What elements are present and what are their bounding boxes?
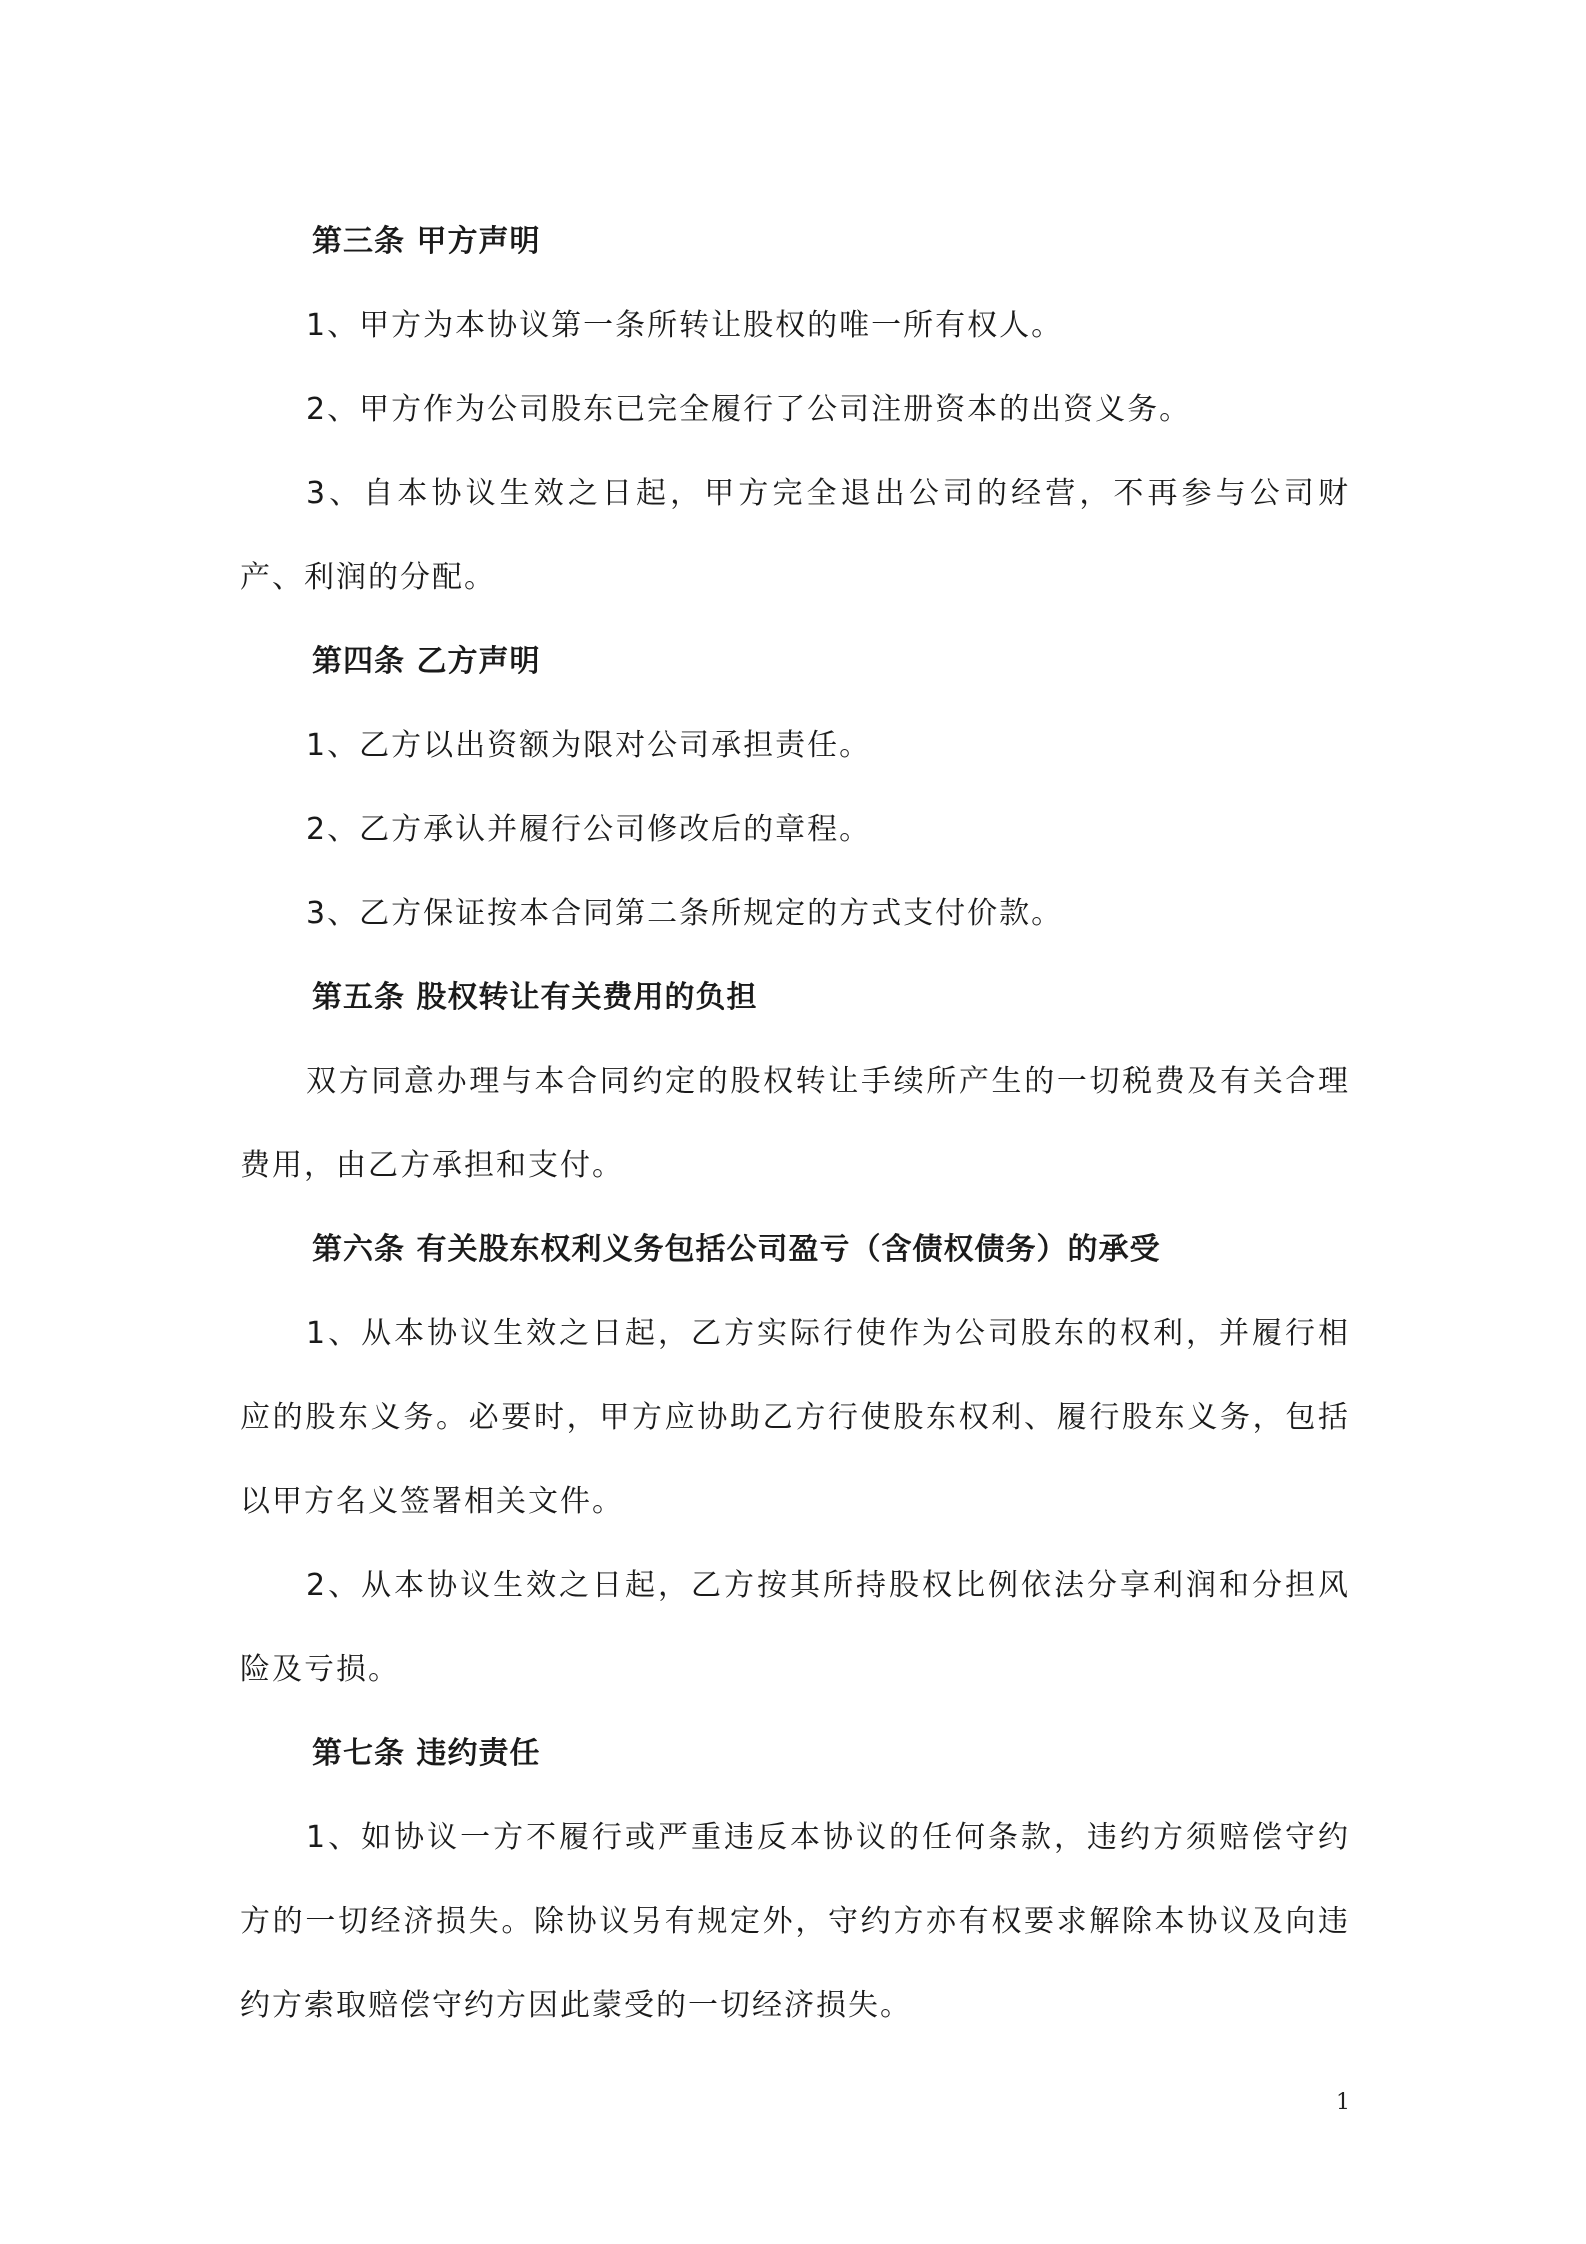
section-5-paragraph: 双方同意办理与本合同约定的股权转让手续所产生的一切税费及有关合理费用，由乙方承担和支付。 xyxy=(240,1064,1350,1183)
section-4-item-1: 1、乙方以出资额为限对公司承担责任。 xyxy=(306,728,872,763)
section-3-item-2: 2、甲方作为公司股东已完全履行了公司注册资本的出资义务。 xyxy=(306,392,1192,427)
section-4-item-2: 2、乙方承认并履行公司修改后的章程。 xyxy=(306,812,872,847)
section-heading-7: 第七条 违约责任 xyxy=(312,1736,541,1771)
section-7-item-1: 1、如协议一方不履行或严重违反本协议的任何条款，违约方须赔偿守约方的一切经济损失。除协议另有规定外，守约方亦有权要求解除本协议及向违约方索取赔偿守约方因此蒙受的一切经济损失。 xyxy=(240,1820,1350,2023)
section-heading-3: 第三条 甲方声明 xyxy=(312,224,541,259)
section-6-item-2: 2、从本协议生效之日起，乙方按其所持股权比例依法分享利润和分担风险及亏损。 xyxy=(240,1568,1350,1687)
page-number: 1 xyxy=(1336,2090,1350,2115)
section-6-item-1: 1、从本协议生效之日起，乙方实际行使作为公司股东的权利，并履行相应的股东义务。必要时，甲方应协助乙方行使股东权利、履行股东义务，包括以甲方名义签署相关文件。 xyxy=(240,1316,1350,1519)
section-3-item-1: 1、甲方为本协议第一条所转让股权的唯一所有权人。 xyxy=(306,308,1064,343)
section-3-item-3: 3、自本协议生效之日起，甲方完全退出公司的经营，不再参与公司财产、利润的分配。 xyxy=(240,476,1350,595)
section-heading-4: 第四条 乙方声明 xyxy=(312,644,541,679)
section-heading-6: 第六条 有关股东权利义务包括公司盈亏（含债权债务）的承受 xyxy=(312,1232,1161,1267)
section-4-item-3: 3、乙方保证按本合同第二条所规定的方式支付价款。 xyxy=(306,896,1064,931)
section-heading-5: 第五条 股权转让有关费用的负担 xyxy=(312,980,758,1015)
document-body xyxy=(240,200,1350,2048)
